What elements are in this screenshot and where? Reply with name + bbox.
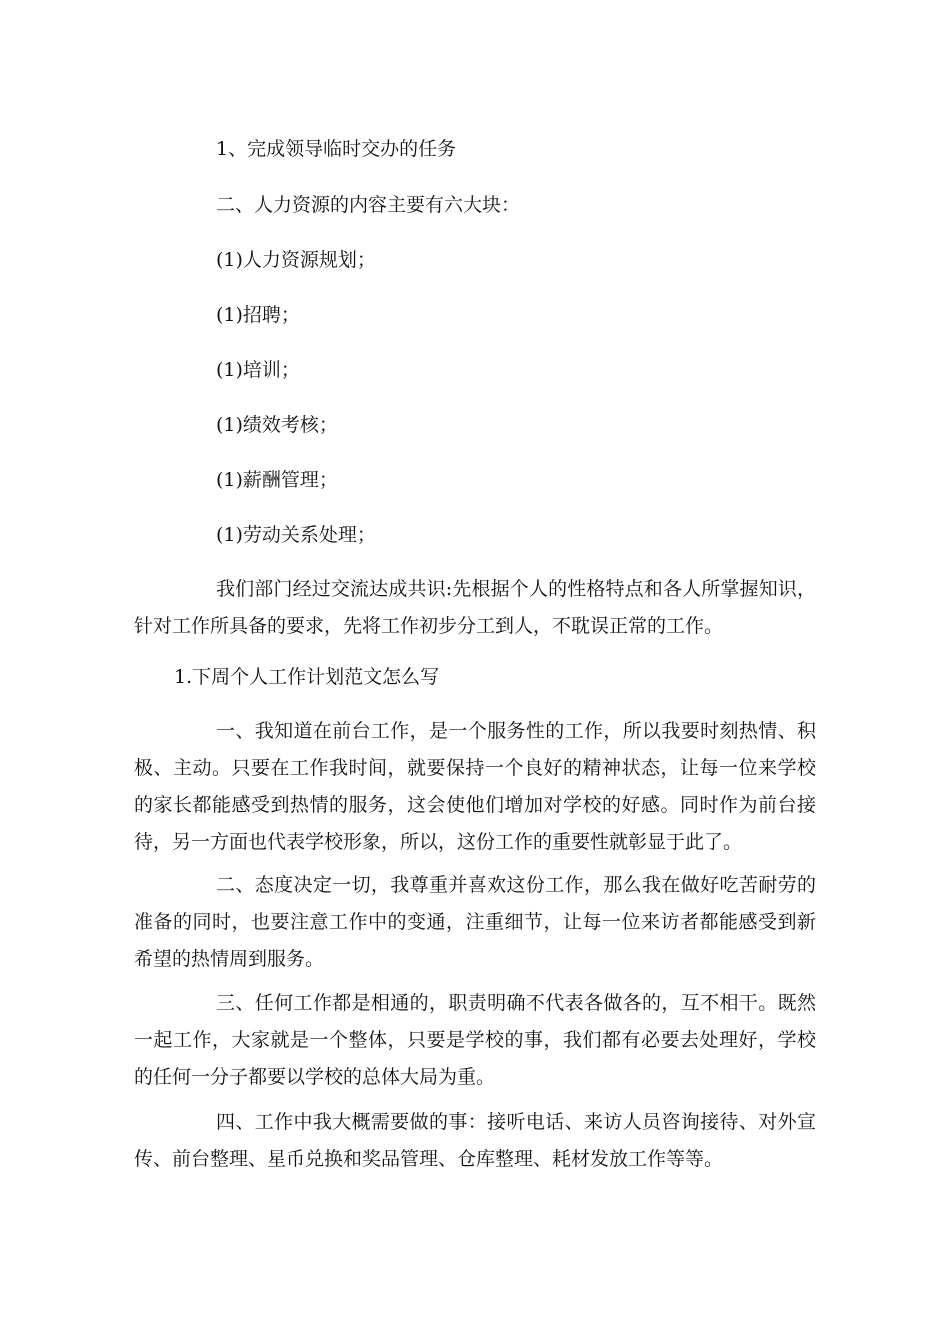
hr-item-performance: (1)绩效考核；	[216, 414, 338, 436]
hr-item-recruitment: (1)招聘；	[216, 304, 300, 326]
section-heading: 1.下周个人工作计划范文怎么写	[174, 666, 440, 688]
hr-item-labor-relations: (1)劳动关系处理；	[216, 524, 376, 546]
hr-item-compensation: (1)薪酬管理；	[216, 469, 338, 491]
consensus-paragraph: 我们部门经过交流达成共识:先根据个人的性格特点和各人所掌握知识，针对工作所具备的要求，先将工作初步分工到人，不耽误正常的工作。	[134, 578, 816, 637]
hr-content-heading: 二、人力资源的内容主要有六大块：	[216, 194, 521, 216]
paragraph-4: 四、工作中我大概需要做的事：接听电话、来访人员咨询接待、对外宣传、前台整理、星币兑换和奖品管理、仓库整理、耗材发放工作等等。	[134, 1111, 816, 1170]
paragraph-2: 二、态度决定一切，我尊重并喜欢这份工作，那么我在做好吃苦耐劳的准备的同时，也要注意工作中的变通，注重细节，让每一位来访者都能感受到新希望的热情周到服务。	[134, 874, 816, 970]
hr-item-training: (1)培训；	[216, 359, 300, 381]
paragraph-3: 三、任何工作都是相通的，职责明确不代表各做各的，互不相干。既然一起工作，大家就是一个整体，只要是学校的事，我们都有必要去处理好，学校的任何一分子都要以学校的总体大局为重。	[134, 992, 816, 1088]
paragraph-1: 一、我知道在前台工作，是一个服务性的工作，所以我要时刻热情、积极、主动。只要在工作我时间，就要保持一个良好的精神状态，让每一位来学校的家长都能感受到热情的服务，这会使他们增加对学校的好感。同时作为前台接待，另一方面也代表学校形象，所以，这份工作的重要性就彰显于此了。	[134, 720, 816, 853]
hr-item-planning: (1)人力资源规划；	[216, 249, 376, 271]
task-item-line: 1、完成领导临时交办的任务	[216, 138, 457, 160]
